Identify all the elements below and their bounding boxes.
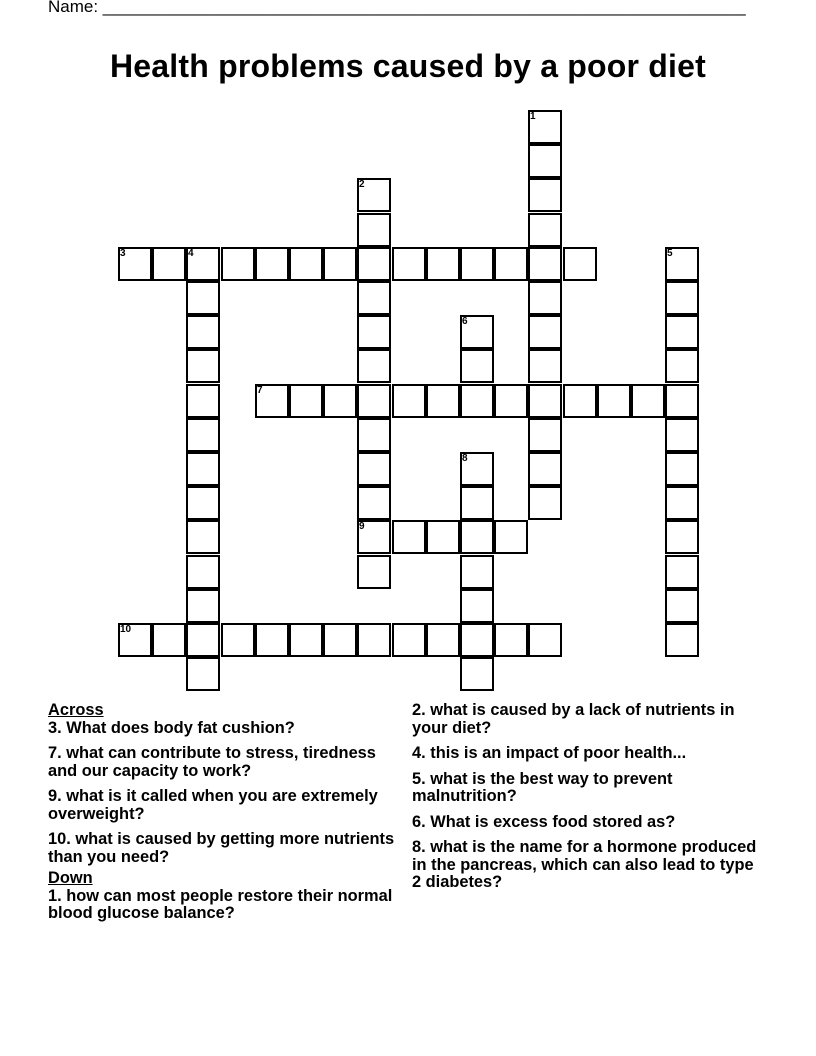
crossword-cell[interactable] <box>426 384 460 418</box>
crossword-cell[interactable] <box>665 589 699 623</box>
clue-number-label: 9 <box>359 521 365 532</box>
crossword-cell[interactable] <box>528 452 562 486</box>
crossword-cell[interactable] <box>186 520 220 554</box>
crossword-cell[interactable] <box>460 520 494 554</box>
crossword-cell[interactable] <box>357 384 391 418</box>
clue-down-5: 5. what is the best way to prevent malnutrition? <box>412 769 673 805</box>
crossword-cell[interactable] <box>631 384 665 418</box>
crossword-cell[interactable] <box>460 657 494 691</box>
clue-across-9: 9. what is it called when you are extremely overweight? <box>48 787 378 823</box>
across-heading: Across <box>48 701 104 719</box>
crossword-cell[interactable] <box>392 384 426 418</box>
crossword-cell[interactable] <box>357 349 391 383</box>
clue-down-1: 1. how can most people restore their normal blood glucose balance? <box>48 886 393 922</box>
clue-down-6: 6. What is excess food stored as? <box>412 812 676 831</box>
crossword-cell[interactable] <box>528 349 562 383</box>
clues-right-column <box>412 702 762 900</box>
crossword-cell[interactable] <box>186 315 220 349</box>
crossword-cell[interactable] <box>255 384 289 418</box>
crossword-cell[interactable] <box>528 178 562 212</box>
crossword-cell[interactable] <box>357 247 391 281</box>
crossword-cell[interactable] <box>118 623 152 657</box>
crossword-cell[interactable] <box>563 247 597 281</box>
clue-down-2: 2. what is caused by a lack of nutrients in your diet? <box>412 701 735 737</box>
crossword-cell[interactable] <box>665 418 699 452</box>
crossword-cell[interactable] <box>289 623 323 657</box>
crossword-cell[interactable] <box>392 520 426 554</box>
crossword-cell[interactable] <box>460 623 494 657</box>
crossword-cell[interactable] <box>186 623 220 657</box>
crossword-cell[interactable] <box>426 247 460 281</box>
crossword-cell[interactable] <box>186 657 220 691</box>
clue-down-8: 8. what is the name for a hormone produced in the pancreas, which can also lead to type 2 diabetes? <box>412 838 757 891</box>
crossword-cell[interactable] <box>186 384 220 418</box>
crossword-cell[interactable] <box>357 213 391 247</box>
crossword-cell[interactable] <box>426 520 460 554</box>
crossword-cell[interactable] <box>665 315 699 349</box>
clue-number-label: 2 <box>359 179 365 190</box>
crossword-cell[interactable] <box>255 623 289 657</box>
crossword-cell[interactable] <box>221 247 255 281</box>
crossword-cell[interactable] <box>186 247 220 281</box>
crossword-cell[interactable] <box>460 384 494 418</box>
crossword-cell[interactable] <box>665 281 699 315</box>
crossword-cell[interactable] <box>357 555 391 589</box>
crossword-cell[interactable] <box>460 452 494 486</box>
crossword-cell[interactable] <box>665 486 699 520</box>
crossword-cell[interactable] <box>186 589 220 623</box>
crossword-cell[interactable] <box>528 110 562 144</box>
crossword-cell[interactable] <box>494 520 528 554</box>
crossword-cell[interactable] <box>357 486 391 520</box>
crossword-cell[interactable] <box>528 384 562 418</box>
crossword-cell[interactable] <box>186 452 220 486</box>
crossword-cell[interactable] <box>289 247 323 281</box>
crossword-cell[interactable] <box>152 623 186 657</box>
clue-number-label: 10 <box>120 624 132 635</box>
crossword-cell[interactable] <box>563 384 597 418</box>
crossword-cell[interactable] <box>357 178 391 212</box>
crossword-cell[interactable] <box>426 623 460 657</box>
crossword-cell[interactable] <box>665 555 699 589</box>
clue-number-label: 6 <box>462 316 468 327</box>
crossword-cell[interactable] <box>255 247 289 281</box>
crossword-cell[interactable] <box>665 452 699 486</box>
crossword-cell[interactable] <box>392 247 426 281</box>
crossword-cell[interactable] <box>357 315 391 349</box>
crossword-cell[interactable] <box>460 247 494 281</box>
name-field-line: Name: ____________________________________________________________________ <box>48 0 746 16</box>
crossword-cell[interactable] <box>665 520 699 554</box>
crossword-cell[interactable] <box>528 486 562 520</box>
clue-across-10: 10. what is caused by getting more nutrients than you need? <box>48 830 395 866</box>
crossword-cell[interactable] <box>357 452 391 486</box>
crossword-cell[interactable] <box>152 247 186 281</box>
page-title: Health problems caused by a poor diet <box>110 48 706 84</box>
clue-across-3: 3. What does body fat cushion? <box>48 718 295 737</box>
crossword-cell[interactable] <box>597 384 631 418</box>
crossword-cell[interactable] <box>460 555 494 589</box>
clue-number-label: 1 <box>530 111 536 122</box>
clue-number-label: 4 <box>188 248 194 259</box>
crossword-cell[interactable] <box>528 213 562 247</box>
crossword-cell[interactable] <box>528 281 562 315</box>
crossword-cell[interactable] <box>665 247 699 281</box>
crossword-cell[interactable] <box>460 486 494 520</box>
crossword-cell[interactable] <box>494 623 528 657</box>
clue-number-label: 3 <box>120 248 126 259</box>
crossword-cell[interactable] <box>323 384 357 418</box>
crossword-cell[interactable] <box>665 349 699 383</box>
crossword-cell[interactable] <box>460 589 494 623</box>
crossword-cell[interactable] <box>323 247 357 281</box>
crossword-cell[interactable] <box>186 349 220 383</box>
crossword-cell[interactable] <box>665 623 699 657</box>
crossword-cell[interactable] <box>392 623 426 657</box>
crossword-cell[interactable] <box>494 247 528 281</box>
crossword-cell[interactable] <box>528 418 562 452</box>
crossword-cell[interactable] <box>357 623 391 657</box>
clue-across-7: 7. what can contribute to stress, tiredness and our capacity to work? <box>48 744 376 780</box>
down-heading: Down <box>48 869 93 887</box>
crossword-cell[interactable] <box>221 623 255 657</box>
clues-left-column <box>48 702 408 931</box>
clue-number-label: 7 <box>257 385 263 396</box>
crossword-cell[interactable] <box>665 384 699 418</box>
crossword-cell[interactable] <box>494 384 528 418</box>
crossword-cell[interactable] <box>528 623 562 657</box>
crossword-cell[interactable] <box>323 623 357 657</box>
crossword-cell[interactable] <box>357 520 391 554</box>
clue-number-label: 5 <box>667 248 673 259</box>
crossword-cell[interactable] <box>528 144 562 178</box>
crossword-cell[interactable] <box>528 315 562 349</box>
crossword-cell[interactable] <box>460 315 494 349</box>
clue-number-label: 8 <box>462 453 468 464</box>
clue-down-4: 4. this is an impact of poor health... <box>412 744 687 762</box>
crossword-cell[interactable] <box>357 281 391 315</box>
crossword-cell[interactable] <box>118 247 152 281</box>
crossword-cell[interactable] <box>186 418 220 452</box>
crossword-cell[interactable] <box>186 486 220 520</box>
crossword-cell[interactable] <box>186 555 220 589</box>
crossword-cell[interactable] <box>289 384 323 418</box>
crossword-cell[interactable] <box>357 418 391 452</box>
crossword-cell[interactable] <box>528 247 562 281</box>
crossword-cell[interactable] <box>460 349 494 383</box>
crossword-cell[interactable] <box>186 281 220 315</box>
